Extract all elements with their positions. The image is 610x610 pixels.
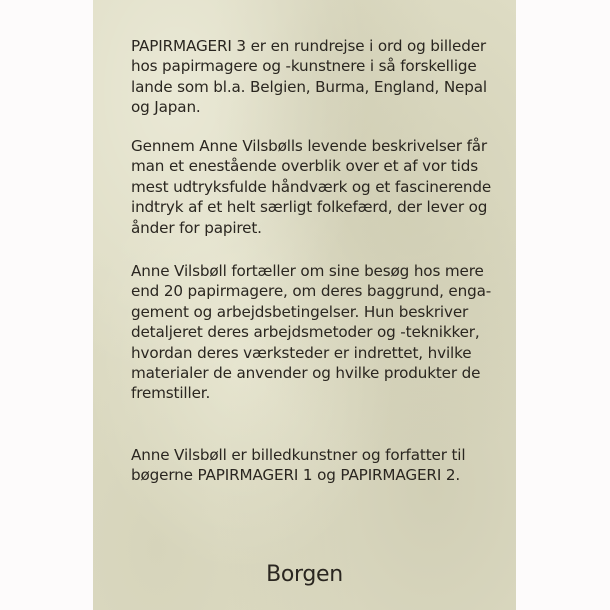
text-line: lande som bl.a. Belgien, Burma, England, Nepal [131, 77, 487, 96]
text-line: og Japan. [131, 98, 201, 117]
text-line: gement og arbejdsbetingelser. Hun beskriver [131, 302, 469, 321]
text-line: Anne Vilsbøll fortæller om sine besøg hos mere [131, 262, 484, 280]
text-line: bøgerne PAPIRMAGERI 1 og PAPIRMAGERI 2. [131, 466, 461, 485]
text-line: Gennem Anne Vilsbølls levende beskrivelser får [131, 137, 488, 155]
text-line: materialer de anvender og hvilke produkter de [131, 364, 481, 383]
paragraph-overview [131, 136, 511, 238]
text-line: hos papirmagere og -kunstnere i så forskellige [131, 57, 477, 76]
text-line: PAPIRMAGERI 3 er en rundrejse i ord og billeder [131, 37, 486, 55]
text-line: mest udtryksfulde håndværk og et fascinerende [131, 177, 492, 196]
text-line: man et enestående overblik over et af vor tids [131, 157, 479, 176]
paragraph-details [131, 261, 511, 404]
paragraph-author-bio [131, 445, 511, 486]
text-line: fremstiller. [131, 384, 211, 403]
text-line: detaljeret deres arbejdsmetoder og -teknikker, [131, 323, 480, 342]
paragraph-intro [131, 36, 511, 118]
text-line: hvordan deres værksteder er indrettet, hvilke [131, 343, 472, 362]
publisher-name: Borgen [266, 562, 343, 587]
text-line: indtryk af et helt særligt folkefærd, der lever og [131, 198, 488, 217]
text-line: Anne Vilsbøll er billedkunstner og forfatter til [131, 446, 466, 464]
text-line: ånder for papiret. [131, 218, 262, 237]
text-line: end 20 papirmagere, om deres baggrund, enga- [131, 282, 492, 301]
